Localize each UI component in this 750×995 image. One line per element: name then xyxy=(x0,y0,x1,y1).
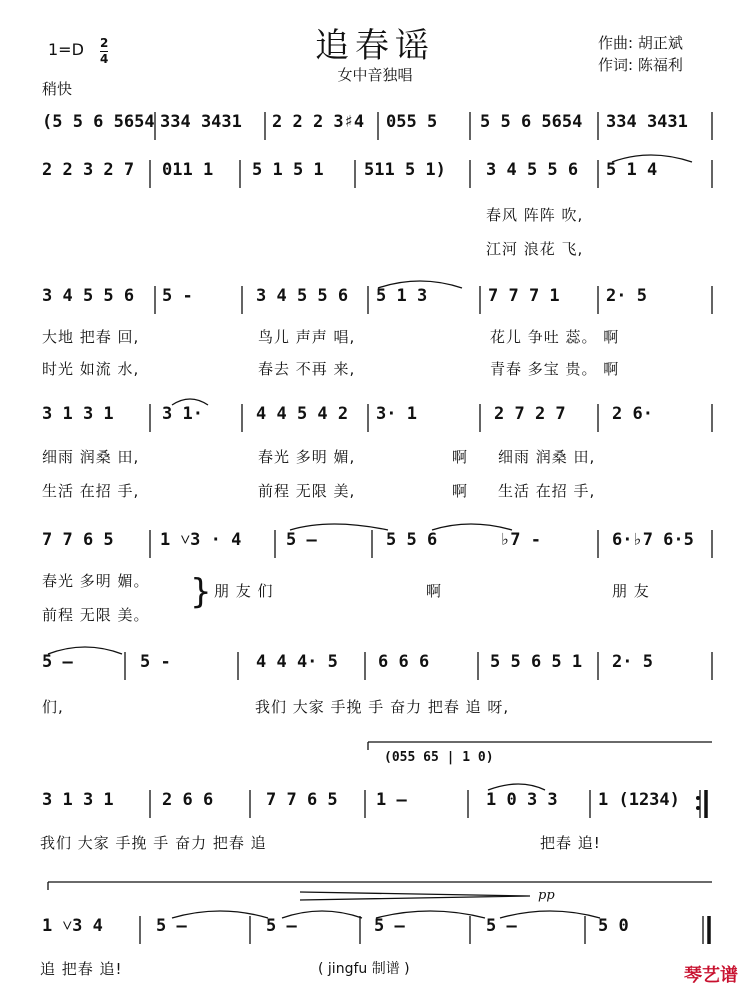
lyric-line: 追 把春 追! xyxy=(40,960,123,978)
note-measure: 1 (1234) xyxy=(598,790,680,810)
lyric-line: 前程 无限 美。 xyxy=(42,606,150,624)
lyric-line: 细雨 润桑 田, xyxy=(498,448,596,466)
note-measure: 5 1 4 xyxy=(606,160,658,180)
note-measure: 3 1 3 1 xyxy=(42,404,114,424)
lyric-line: 春光 多明 媚, xyxy=(258,448,356,466)
note-measure: 5 5 6 5 1 xyxy=(490,652,583,672)
note-measure: 2 2 3 2 7 xyxy=(42,160,135,180)
note-measure: 5 – xyxy=(156,916,187,936)
lyric-line: 我们 大家 手挽 手 奋力 把春 追 呀, xyxy=(255,698,510,716)
song-title: 追春谣 xyxy=(315,26,435,66)
lyric-line: 细雨 润桑 田, xyxy=(42,448,140,466)
note-measure: 1 ˅3 · 4 xyxy=(160,530,242,550)
note-measure: 055 5 xyxy=(386,112,438,132)
transcriber-credit: ( jingfu 制谱 ) xyxy=(318,961,410,977)
note-measure: 1 – xyxy=(376,790,407,810)
lyric-line: 春去 不再 来, xyxy=(258,360,356,378)
note-measure: 5 – xyxy=(486,916,517,936)
note-measure: 5 1 3 xyxy=(376,286,428,306)
site-watermark: 琴艺谱 xyxy=(684,965,738,986)
note-measure: 2 6· xyxy=(612,404,653,424)
lyric-line: 生活 在招 手, xyxy=(498,482,596,500)
note-measure: 511 5 1) xyxy=(364,160,446,180)
lyric-line: 朋 友 们 xyxy=(214,582,274,600)
composer-credit: 作曲: 胡正斌 xyxy=(598,34,683,52)
dynamic-marking: pp xyxy=(538,888,555,903)
note-measure: 4 4 5 4 2 xyxy=(256,404,349,424)
note-measure: 5 1 5 1 xyxy=(252,160,324,180)
note-measure: 3 4 5 5 6 xyxy=(486,160,579,180)
note-measure: 4 4 4· 5 xyxy=(256,652,338,672)
note-measure: 2 7 2 7 xyxy=(494,404,566,424)
lyric-line: 大地 把春 回, xyxy=(42,328,140,346)
lyric-line: 把春 追! xyxy=(540,834,601,852)
lyric-line: 江河 浪花 飞, xyxy=(486,240,584,258)
lyric-line: 们, xyxy=(42,698,64,716)
note-measure: 5 – xyxy=(286,530,317,550)
lyric-line: 生活 在招 手, xyxy=(42,482,140,500)
note-measure: (5 5 6 5654 xyxy=(42,112,155,132)
note-measure: 3 4 5 5 6 xyxy=(42,286,135,306)
lyric-line: 我们 大家 手挽 手 奋力 把春 追 xyxy=(40,834,267,852)
note-measure: 5 0 xyxy=(598,916,629,936)
brace: } xyxy=(190,572,212,612)
lyric-line: 春光 多明 媚。 xyxy=(42,572,150,590)
time-signature-bottom: 4 xyxy=(100,52,109,66)
note-measure: 7 7 7 1 xyxy=(488,286,560,306)
note-measure: 2 6 6 xyxy=(162,790,214,810)
note-measure: 5 5 6 xyxy=(386,530,438,550)
note-measure: 6·♭7 6·5 xyxy=(612,530,694,550)
note-measure: 5 - xyxy=(140,652,171,672)
note-measure: 6 6 6 xyxy=(378,652,430,672)
time-signature-top: 2 xyxy=(100,36,109,50)
note-measure: 7 7 6 5 xyxy=(42,530,114,550)
note-measure: ♭7 - xyxy=(500,530,541,550)
lyric-line: 春风 阵阵 吹, xyxy=(486,206,584,224)
note-measure: 1 ˅3 4 xyxy=(42,916,103,936)
song-subtitle: 女中音独唱 xyxy=(337,66,413,84)
note-measure: 2· 5 xyxy=(606,286,647,306)
lyric-line: 朋 友 xyxy=(612,582,650,600)
lyric-line: 啊 xyxy=(426,582,443,600)
lyric-line: 啊 xyxy=(452,448,469,466)
note-measure: 011 1 xyxy=(162,160,214,180)
note-measure: 1 0 3 3 xyxy=(486,790,558,810)
note-measure: 334 3431 xyxy=(606,112,688,132)
note-measure: 3· 1 xyxy=(376,404,417,424)
note-measure: 7 7 6 5 xyxy=(266,790,338,810)
note-measure: 5 - xyxy=(162,286,193,306)
lyric-line: 青春 多宝 贵。 啊 xyxy=(490,360,620,378)
note-measure: 3 1 3 1 xyxy=(42,790,114,810)
note-measure: 2· 5 xyxy=(612,652,653,672)
lyric-line: 前程 无限 美, xyxy=(258,482,356,500)
note-measure: 5 – xyxy=(374,916,405,936)
lyric-line: 花儿 争吐 蕊。 啊 xyxy=(490,328,620,346)
note-measure: 5 5 6 5654 xyxy=(480,112,583,132)
note-measure: 5 – xyxy=(266,916,297,936)
tempo-marking: 稍快 xyxy=(42,80,73,98)
note-measure: 3 4 5 5 6 xyxy=(256,286,349,306)
lyricist-credit: 作词: 陈福利 xyxy=(598,56,683,74)
accompaniment-phrase: (055 65 | 1 0) xyxy=(384,750,494,765)
lyric-line: 啊 xyxy=(452,482,469,500)
note-measure: 3 1· xyxy=(162,404,203,424)
key-signature: 1=D xyxy=(48,40,84,59)
lyric-line: 时光 如流 水, xyxy=(42,360,140,378)
note-measure: 334 3431 xyxy=(160,112,242,132)
note-measure: 2 2 2 3♯4 xyxy=(272,112,365,132)
lyric-line: 鸟儿 声声 唱, xyxy=(258,328,356,346)
note-measure: 5 – xyxy=(42,652,73,672)
